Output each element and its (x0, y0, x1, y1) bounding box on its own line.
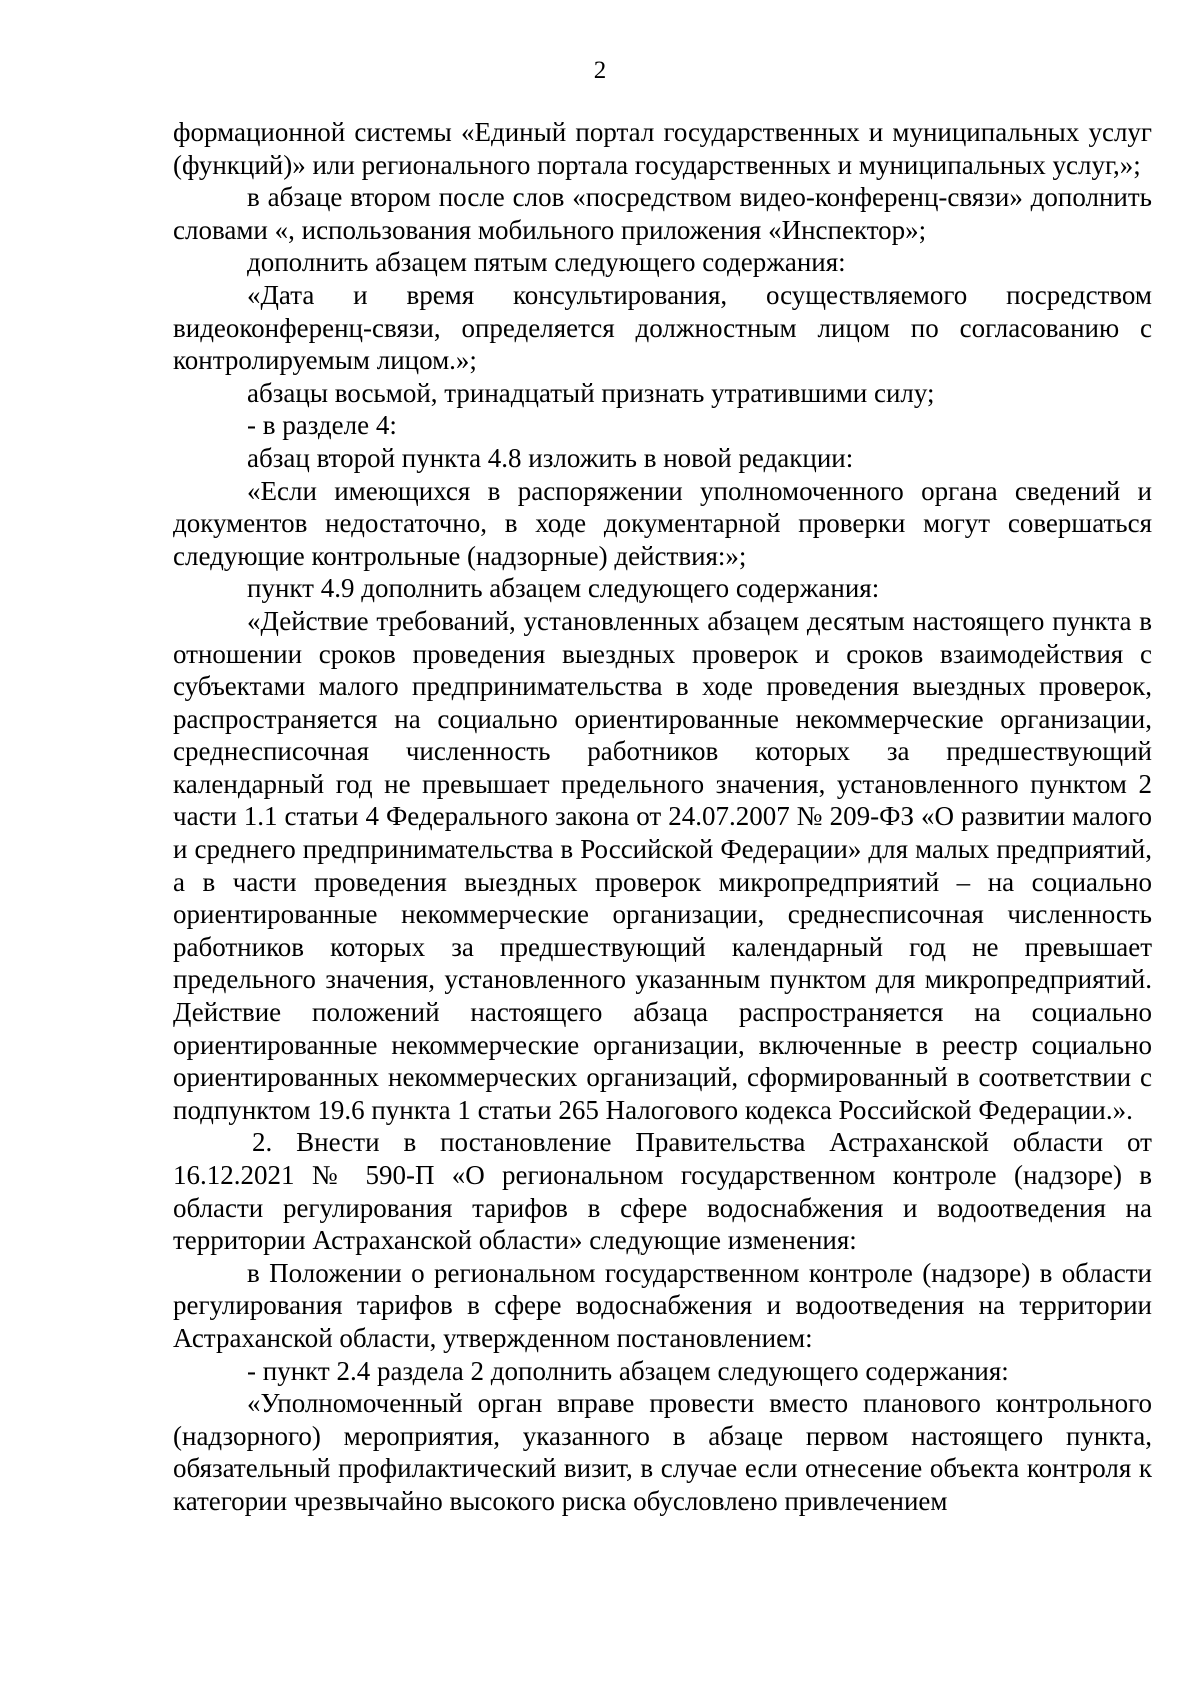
paragraph: абзацы восьмой, тринадцатый признать утратившими силу; (247, 377, 935, 408)
paragraph: в Положении о региональном государственном контроле (надзоре) в области регулирования тарифов в сфере водоснабжения и водоотведения на территории Астраханской области, утвержденном постановлением: (173, 1257, 1152, 1353)
paragraph-quote: «Если имеющихся в распоряжении уполномоченного органа сведений и документов недостаточно, в ходе документарной проверки могут совершаться следующие контрольные (надзорные) действия:»; (173, 475, 1152, 571)
paragraph: дополнить абзацем пятым следующего содержания: (247, 247, 846, 278)
page-number: 2 (593, 57, 607, 84)
paragraph-continuation: формационной системы «Единый портал государственных и муниципальных услуг (функций)» или регионального портала государственных и муниципальных услуг,»; (173, 117, 1152, 180)
paragraph-quote: «Действие требований, установленных абзацем десятым настоящего пункта в отношении сроков проведения выездных проверок и сроков взаимодействия с субъектами малого предпринимательства в ходе проведения выездных проверок, распространяется на социально ориентированные некоммерческие организации, среднесписочная численность работников которых за предшествующий календарный год не превышает предельного значения, установленного пунктом 2 части 1.1 статьи 4 Федерального закона от 24.07.2007 № 209-ФЗ «О развитии малого и среднего предпринимательства в Российской Федерации» для малых предприятий, а в части проведения выездных проверок микропредприятий – на социально ориентированные некоммерческие организации, среднесписочная численность работников которых за предшествующий календарный год не превышает предельного значения, установленного указанным пунктом для микропредприятий. Действие положений настоящего абзаца распространяется на социально ориентированные некоммерческие организации, включенные в реестр социально ориентированных некоммерческих организаций, сформированный в соответствии с подпунктом 19.6 пункта 1 статьи 265 Налогового кодекса Российской Федерации.». (173, 605, 1152, 1125)
paragraph: пункт 4.9 дополнить абзацем следующего содержания: (247, 573, 880, 604)
paragraph: в абзаце втором после слов «посредством видео-конференц-связи» дополнить словами «, использования мобильного приложения «Инспектор»; (173, 182, 1152, 245)
paragraph-quote: «Уполномоченный орган вправе провести вместо планового контрольного (надзорного) мероприятия, указанного в абзаце первом настоящего пункта, обязательный профилактический визит, в случае если отнесение объекта контроля к категории чрезвычайно высокого риска обусловлено привлечением (173, 1388, 1152, 1516)
paragraph-section-item: - пункт 2.4 раздела 2 дополнить абзацем следующего содержания: (247, 1355, 1009, 1386)
paragraph: абзац второй пункта 4.8 изложить в новой редакции: (247, 442, 854, 473)
paragraph-quote: «Дата и время консультирования, осуществляемого посредством видеоконференц-связи, определяется должностным лицом по согласованию с контролируемым лицом.»; (173, 279, 1152, 376)
document-body (173, 116, 1152, 1518)
paragraph-numbered-item: 2. Внести в постановление Правительства Астраханской области от 16.12.2021 № 590-П «О региональном государственном контроле (надзоре) в области регулирования тарифов в сфере водоснабжения и водоотведения на территории Астраханской области» следующие изменения: (173, 1127, 1152, 1256)
paragraph-section-item: - в разделе 4: (247, 410, 397, 441)
